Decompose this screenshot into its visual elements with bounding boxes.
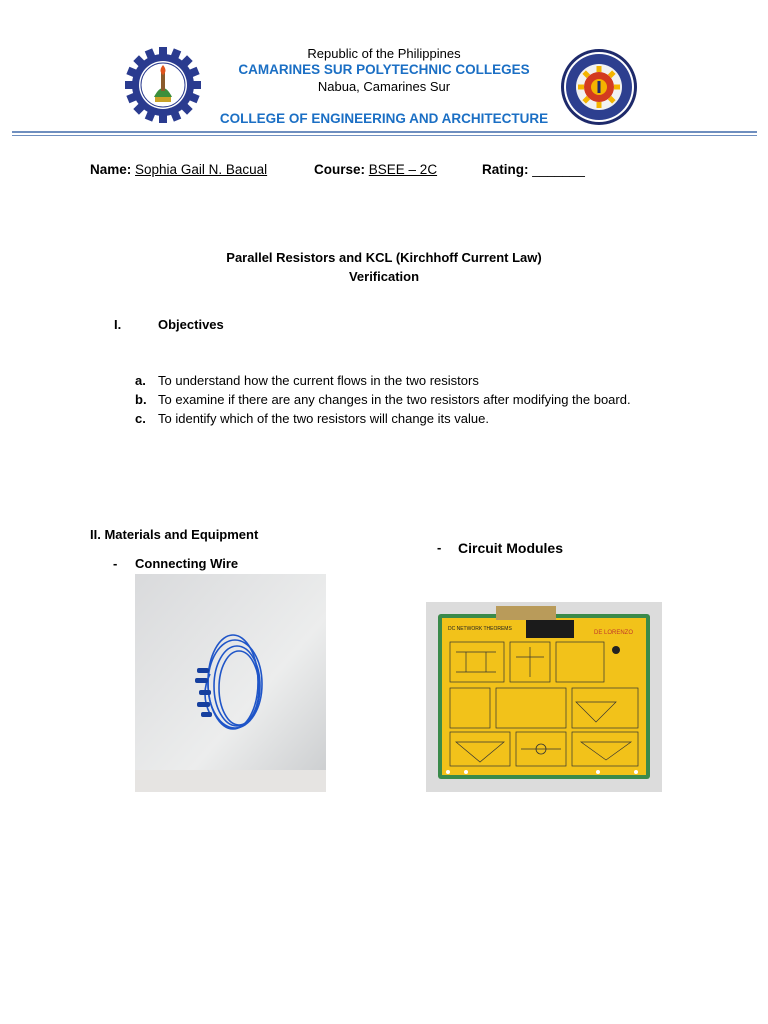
objective-text: To understand how the current flows in the two resistors: [158, 373, 479, 388]
college-name: COLLEGE OF ENGINEERING AND ARCHITECTURE: [219, 111, 549, 126]
objective-item: [135, 373, 479, 388]
material-bullet: -: [437, 540, 442, 555]
rating-value: _______: [532, 162, 585, 177]
objective-text: To identify which of the two resistors will change its value.: [158, 411, 489, 426]
circuit-module-photo: [426, 602, 662, 792]
course-value: BSEE – 2C: [368, 162, 438, 177]
material-label-circuit-modules: Circuit Modules: [458, 540, 564, 556]
objective-item: [135, 411, 489, 426]
rating-label: Rating:: [482, 162, 529, 177]
board-brand: DE LORENZO: [594, 630, 634, 636]
objective-marker: c.: [135, 411, 146, 426]
school-address: Nabua, Camarines Sur: [317, 79, 451, 94]
student-name-field: [90, 162, 267, 177]
objective-marker: a.: [135, 373, 146, 388]
materials-heading: II. Materials and Equipment: [90, 527, 259, 542]
course-field: [314, 162, 437, 177]
course-label: Course:: [314, 162, 366, 177]
school-name: CAMARINES SUR POLYTECHNIC COLLEGES: [238, 62, 530, 77]
board-caption: DC NETWORK THEOREMS: [448, 626, 512, 632]
document-title: Parallel Resistors and KCL (Kirchhoff Current Law): [226, 250, 542, 265]
header-divider-thin: [12, 135, 757, 136]
republic-line: Republic of the Philippines: [307, 46, 461, 61]
objective-item: [135, 392, 631, 407]
name-value: Sophia Gail N. Bacual: [135, 162, 268, 177]
rating-field: [482, 162, 585, 177]
header-divider: [12, 131, 757, 133]
objective-text: To examine if there are any changes in the two resistors after modifying the board.: [158, 392, 631, 407]
connecting-wire-photo: [135, 574, 326, 792]
objectives-heading: Objectives: [158, 317, 224, 332]
objectives-numeral: I.: [114, 317, 122, 332]
objective-marker: b.: [135, 392, 147, 407]
document-subtitle: Verification: [348, 269, 420, 284]
name-label: Name:: [90, 162, 132, 177]
material-label-connecting-wire: Connecting Wire: [135, 556, 239, 571]
material-bullet: -: [113, 556, 118, 571]
